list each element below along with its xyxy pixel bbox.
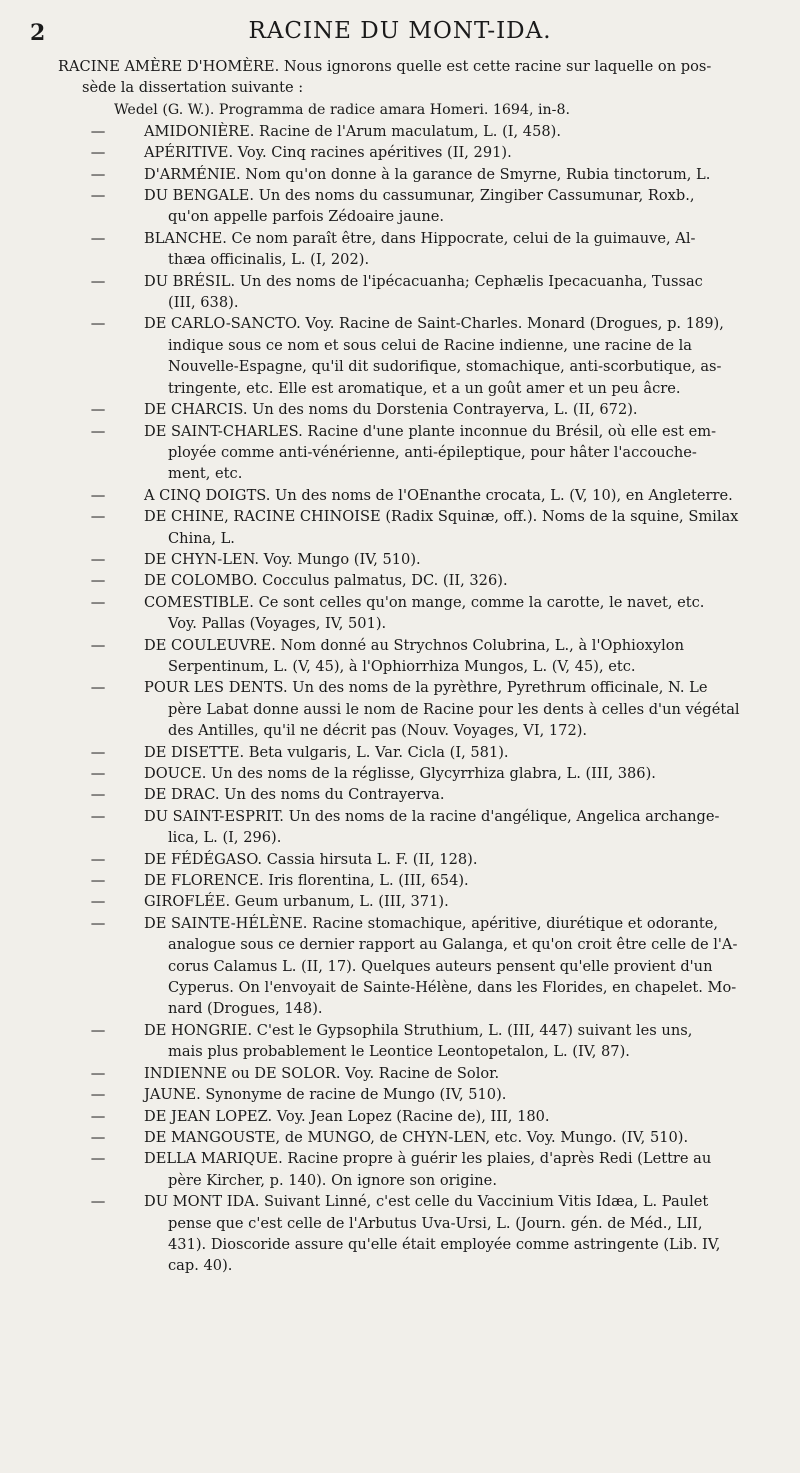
dictionary-entry <box>0 635 800 678</box>
running-title: RACINE DU MONT-IDA. <box>248 18 552 44</box>
dictionary-entry <box>0 849 800 870</box>
dictionary-entry <box>0 506 800 549</box>
entry-dash: — <box>90 165 106 183</box>
entry-dash: — <box>90 593 106 611</box>
entry-line: ployée comme anti-vénérienne, anti-épileptique, pour hâter l'accouche- <box>168 443 697 461</box>
dictionary-entry <box>0 549 800 570</box>
entry-line: mais plus probablement le Leontice Leontopetalon, L. (IV, 87). <box>168 1043 630 1061</box>
entry-line: DU BENGALE. Un des noms du cassumunar, Zingiber Cassumunar, Roxb., <box>144 187 695 205</box>
dictionary-entry <box>0 1063 800 1084</box>
entry-line: Wedel (G. W.). Programma de radice amara Homeri. 1694, in-8. <box>114 101 571 118</box>
entry-dash: — <box>90 765 106 782</box>
entry-dash: — <box>90 122 106 140</box>
entry-line: sède la dissertation suivante : <box>82 79 304 97</box>
entry-dash: — <box>90 572 106 590</box>
entry-dash: — <box>90 550 106 568</box>
dictionary-entry <box>0 1191 800 1277</box>
entry-line: DE JEAN LOPEZ. Voy. Jean Lopez (Racine de), III, 180. <box>144 1107 550 1125</box>
entry-line: DU BRÉSIL. Un des noms de l'ipécacuanha; Cephælis Ipecacuanha, Tussac <box>144 272 703 290</box>
entry-line: DOUCE. Un des noms de la réglisse, Glycyrrhiza glabra, L. (III, 386). <box>144 765 656 782</box>
entry-dash: — <box>90 1086 106 1104</box>
entry-line: DE FÉDÉGASO. Cassia hirsuta L. F. (II, 128). <box>144 850 478 868</box>
entry-dash: — <box>90 850 106 868</box>
entry-line: des Antilles, qu'il ne décrit pas (Nouv. Voyages, VI, 172). <box>168 722 588 740</box>
entry-line: tringente, etc. Elle est aromatique, et a un goût amer et un peu âcre. <box>168 379 681 397</box>
entry-dash: — <box>90 1128 106 1146</box>
entry-line: père Labat donne aussi le nom de Racine pour les dents à celles d'un végétal <box>168 700 740 718</box>
entry-line: cap. 40). <box>168 1257 233 1275</box>
entries-list <box>0 56 800 1277</box>
dictionary-entry <box>0 485 800 506</box>
entry-dash: — <box>90 743 106 761</box>
entry-line: Cyperus. On l'envoyait de Sainte-Hélène, dans les Florides, en chapelet. Mo- <box>168 979 737 997</box>
entry-line: DE COULEUVRE. Nom donné au Strychnos Colubrina, L., à l'Ophioxylon <box>144 636 684 654</box>
entry-dash: — <box>90 1064 106 1082</box>
entry-line: APÉRITIVE. Voy. Cinq racines apéritives (II, 291). <box>144 144 512 162</box>
entry-dash: — <box>90 872 106 890</box>
entry-dash: — <box>90 1107 106 1125</box>
dictionary-entry <box>0 228 800 271</box>
entry-line: D'ARMÉNIE. Nom qu'on donne à la garance de Smyrne, Rubia tinctorum, L. <box>144 165 711 183</box>
entry-dash: — <box>90 486 106 504</box>
dictionary-entry <box>0 592 800 635</box>
entry-line: père Kircher, p. 140). On ignore son origine. <box>168 1171 497 1189</box>
dictionary-entry <box>0 806 800 849</box>
entry-line: DE CHINE, RACINE CHINOISE (Radix Squinæ, off.). Noms de la squine, Smilax <box>144 508 739 526</box>
entry-line: DE SAINTE-HÉLÈNE. Racine stomachique, apéritive, diurétique et odorante, <box>144 914 719 932</box>
entry-dash: — <box>90 422 106 440</box>
entry-line: ment, etc. <box>168 465 243 483</box>
dictionary-entry <box>0 164 800 185</box>
entry-line: DE DISETTE. Beta vulgaris, L. Var. Cicla (I, 581). <box>144 743 509 761</box>
entry-line: indique sous ce nom et sous celui de Racine indienne, une racine de la <box>168 336 692 354</box>
entry-line: RACINE AMÈRE D'HOMÈRE. Nous ignorons quelle est cette racine sur laquelle on pos- <box>58 58 712 75</box>
entry-line: A CINQ DOIGTS. Un des noms de l'OEnanthe crocata, L. (V, 10), en Angleterre. <box>144 486 733 504</box>
page-number: 2 <box>30 20 46 46</box>
entry-line: DE CARLO-SANCTO. Voy. Racine de Saint-Charles. Monard (Drogues, p. 189), <box>144 315 724 333</box>
dictionary-entry <box>0 1106 800 1127</box>
entry-dash: — <box>90 1021 106 1039</box>
entry-line: qu'on appelle parfois Zédoaire jaune. <box>168 208 445 226</box>
entry-dash: — <box>90 144 106 162</box>
dictionary-entry <box>0 99 800 121</box>
entry-line: lica, L. (I, 296). <box>168 829 282 847</box>
dictionary-entry <box>0 763 800 784</box>
entry-line: POUR LES DENTS. Un des noms de la pyrèthre, Pyrethrum officinale, N. Le <box>144 679 708 697</box>
dictionary-entry <box>0 913 800 1020</box>
dictionary-entry <box>0 570 800 591</box>
entry-dash: — <box>90 893 106 911</box>
entry-line: DE CHYN-LEN. Voy. Mungo (IV, 510). <box>144 550 421 568</box>
dictionary-entry <box>0 399 800 420</box>
dictionary-entry <box>0 891 800 912</box>
entry-line: analogue sous ce dernier rapport au Galanga, et qu'on croit être celle de l'A- <box>168 936 738 954</box>
dictionary-entry <box>0 742 800 763</box>
entry-line: DU SAINT-ESPRIT. Un des noms de la racine d'angélique, Angelica archange- <box>144 807 720 825</box>
entry-dash: — <box>90 807 106 825</box>
entry-line: DE FLORENCE. Iris florentina, L. (III, 654). <box>144 872 469 890</box>
dictionary-entry <box>0 313 800 399</box>
dictionary-entry <box>0 121 800 142</box>
dictionary-entry <box>0 870 800 891</box>
entry-dash: — <box>90 636 106 654</box>
entry-dash: — <box>90 508 106 526</box>
entry-line: BLANCHE. Ce nom paraît être, dans Hippocrate, celui de la guimauve, Al- <box>144 229 696 247</box>
entry-line: COMESTIBLE. Ce sont celles qu'on mange, comme la carotte, le navet, etc. <box>144 593 705 611</box>
entry-line: Serpentinum, L. (V, 45), à l'Ophiorrhiza Mungos, L. (V, 45), etc. <box>168 657 636 675</box>
entry-line: DE DRAC. Un des noms du Contrayerva. <box>144 786 445 804</box>
entry-line: China, L. <box>168 529 235 547</box>
dictionary-entry <box>0 1127 800 1148</box>
entry-line: corus Calamus L. (II, 17). Quelques auteurs pensent qu'elle provient d'un <box>168 957 713 975</box>
entry-dash: — <box>90 401 106 419</box>
dictionary-entry <box>0 1020 800 1063</box>
entry-line: 431). Dioscoride assure qu'elle était employée comme astringente (Lib. IV, <box>168 1235 721 1253</box>
entry-line: DE MANGOUSTE, de MUNGO, de CHYN-LEN, etc. Voy. Mungo. (IV, 510). <box>144 1128 689 1146</box>
entry-line: Voy. Pallas (Voyages, IV, 501). <box>168 615 387 633</box>
dictionary-entry <box>0 142 800 163</box>
dictionary-entry <box>0 56 800 99</box>
dictionary-entry <box>0 1084 800 1105</box>
dictionary-entry <box>0 185 800 228</box>
entry-line: DU MONT IDA. Suivant Linné, c'est celle du Vaccinium Vitis Idæa, L. Paulet <box>144 1193 709 1211</box>
entry-line: thæa officinalis, L. (I, 202). <box>168 251 370 269</box>
dictionary-entry <box>0 271 800 314</box>
entry-line: DE CHARCIS. Un des noms du Dorstenia Contrayerva, L. (II, 672). <box>144 401 638 419</box>
entry-dash: — <box>90 1193 106 1211</box>
entry-dash: — <box>90 187 106 205</box>
dictionary-entry <box>0 784 800 805</box>
entry-dash: — <box>90 679 106 697</box>
entry-line: GIROFLÉE. Geum urbanum, L. (III, 371). <box>144 893 449 911</box>
entry-dash: — <box>90 272 106 290</box>
entry-dash: — <box>90 315 106 333</box>
entry-line: DE COLOMBO. Cocculus palmatus, DC. (II, 326). <box>144 572 508 590</box>
entry-dash: — <box>90 914 106 932</box>
page-header <box>0 18 800 48</box>
entry-dash: — <box>90 786 106 804</box>
entry-line: nard (Drogues, 148). <box>168 1000 323 1018</box>
entry-line: JAUNE. Synonyme de racine de Mungo (IV, 510). <box>144 1086 507 1104</box>
entry-line: DE SAINT-CHARLES. Racine d'une plante inconnue du Brésil, où elle est em- <box>144 422 717 440</box>
entry-line: Nouvelle-Espagne, qu'il dit sudorifique, stomachique, anti-scorbutique, as- <box>168 358 722 376</box>
dictionary-entry <box>0 421 800 485</box>
entry-line: INDIENNE ou DE SOLOR. Voy. Racine de Solor. <box>144 1064 500 1082</box>
entry-line: DE HONGRIE. C'est le Gypsophila Struthium, L. (III, 447) suivant les uns, <box>144 1021 693 1039</box>
dictionary-entry <box>0 1148 800 1191</box>
entry-line: AMIDONIÈRE. Racine de l'Arum maculatum, L. (I, 458). <box>144 122 561 140</box>
entry-dash: — <box>90 229 106 247</box>
dictionary-entry <box>0 677 800 741</box>
entry-line: DELLA MARIQUE. Racine propre à guérir les plaies, d'après Redi (Lettre au <box>144 1150 712 1168</box>
entry-line: pense que c'est celle de l'Arbutus Uva-Ursi, L. (Journ. gén. de Méd., LII, <box>168 1214 703 1232</box>
entry-line: (III, 638). <box>168 294 239 312</box>
entry-dash: — <box>90 1150 106 1168</box>
